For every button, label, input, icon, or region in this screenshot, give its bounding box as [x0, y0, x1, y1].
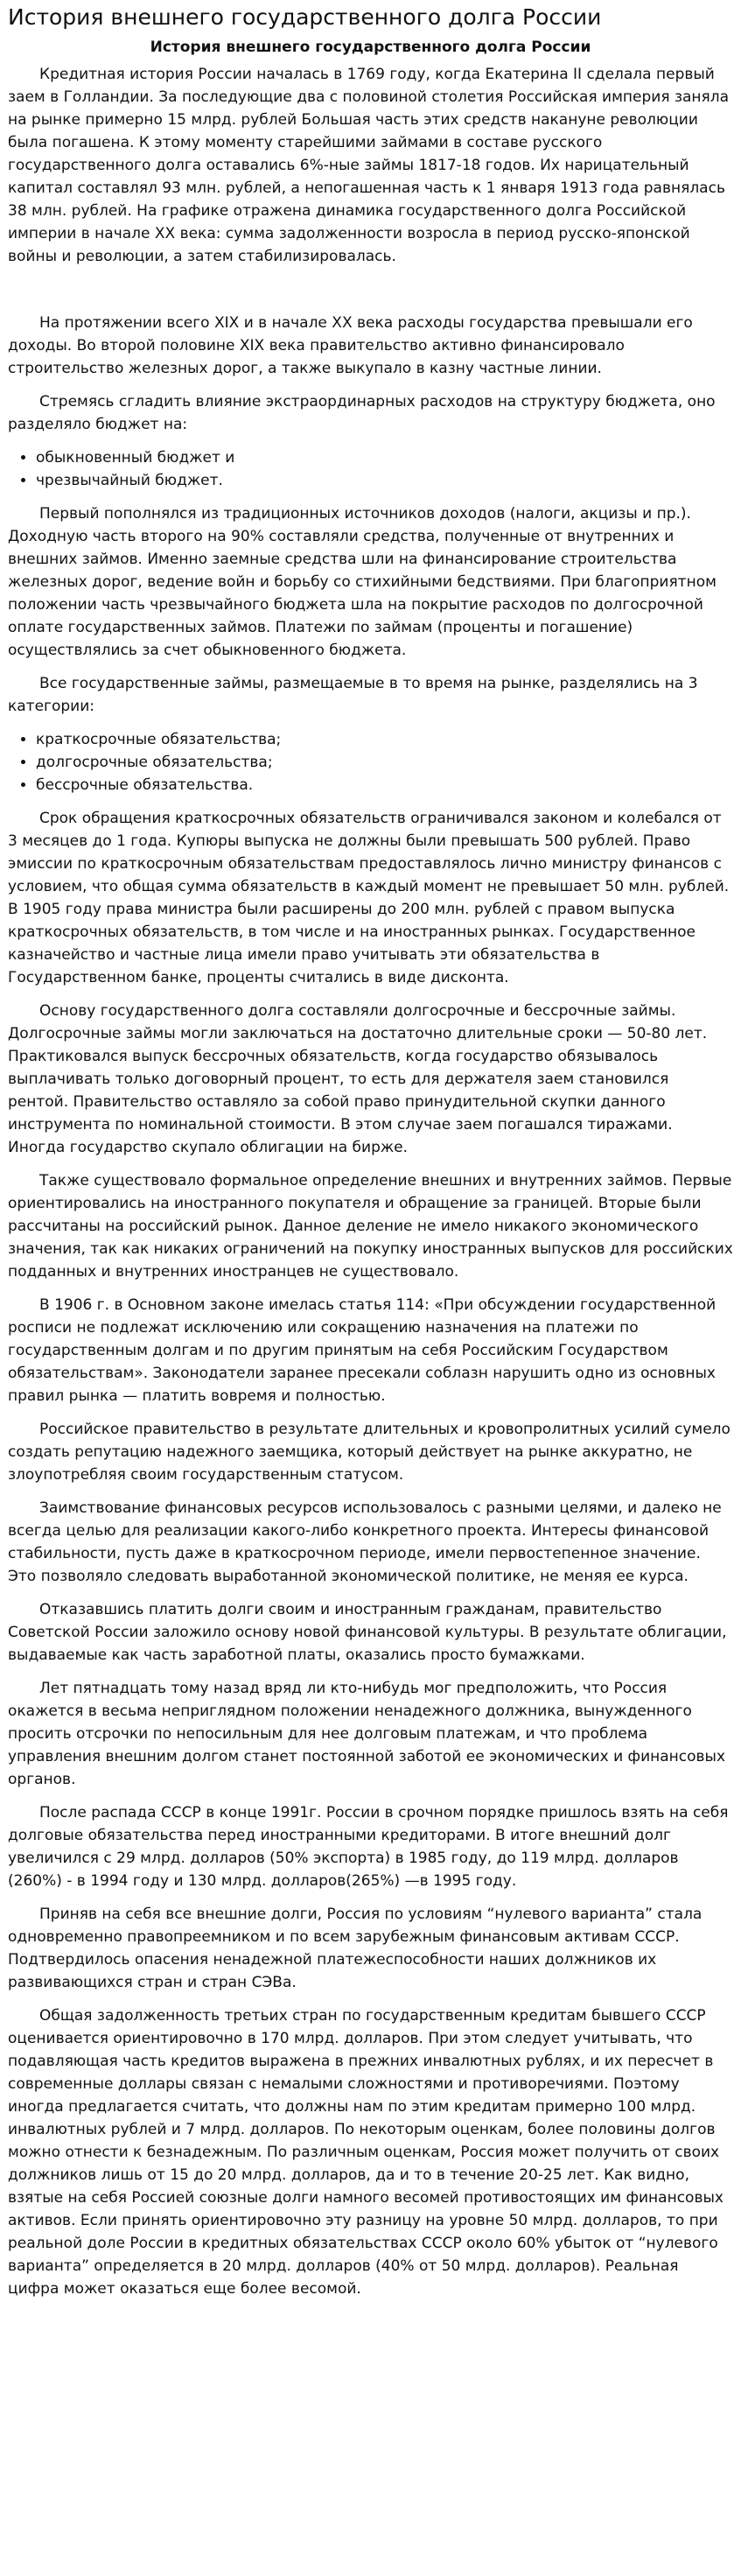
list-item: • обыкновенный бюджет и — [36, 446, 733, 469]
loans-list — [8, 728, 733, 797]
paragraph: На протяжении всего XIX и в начале XX века расходы государства превышали его доходы. Во второй половине XIX века правительство активно финансировало строительство железных дорог, а также выкупало в казну частные линии. — [8, 314, 693, 377]
paragraph: Все государственные займы, размещаемые в то время на рынке, разделялись на 3 категории: — [8, 675, 698, 715]
page-title: История внешнего государственного долга России — [8, 4, 602, 30]
list-item: • чрезвычайный бюджет. — [36, 469, 733, 492]
paragraph: Также существовало формальное определение внешних и внутренних займов. Первые ориентировались на иностранного покупателя и обращение за границей. Вторые были рассчитаны на российский рынок. Данное деление не имело никакого экономического значения, так как никаких ограничений на покупку иностранных выпусков для российских подданных и внутренних иностранцев не существовало. — [8, 1172, 733, 1281]
budget-list — [8, 446, 733, 492]
paragraph: Первый пополнялся из традиционных источников доходов (налоги, акцизы и пр.). Доходную часть второго на 90% составляли средства, полученные от внутренних и внешних займов. Именно заемные средства шли на финансирование строительства железных дорог, ведение войн и борьбу со стихийными бедствиями. При благоприятном положении часть чрезвычайного бюджета шла на покрытие расходов по долгосрочной оплате государственных займов. Платежи по займам (проценты и погашение) осуществлялись за счет обыкновенного бюджета. — [8, 505, 717, 659]
article-title: История внешнего государственного долга России — [150, 39, 591, 56]
list-item: • долгосрочные обязательства; — [36, 751, 733, 774]
list-item: • краткосрочные обязательства; — [36, 728, 733, 751]
list-item: • бессрочные обязательства. — [36, 774, 733, 797]
paragraph: Кредитная история России началась в 1769 году, когда Екатерина II сделала первый заем в Голландии. За последующие два с половиной столетия Российская империя заняла на рынке примерно 15 млрд. рублей Большая часть этих средств накануне революции была погашена. К этому моменту старейшими займами в составе русского государственного долга оставались 6%-ные займы 1817-18 годов. Их нарицательный капитал составлял 93 млн. рублей, а непогашенная часть к 1 января 1913 года равнялась 38 млн. рублей. На графике отражена динамика государственного долга Российской империи в начале XX века: сумма задолженности возросла в период русско-японской войны и революции, а затем стабилизировалась. — [8, 66, 730, 265]
paragraph: Основу государственного долга составляли долгосрочные и бессрочные займы. Долгосрочные займы могли заключаться на достаточно длительные сроки — 50-80 лет. Практиковался выпуск бессрочных обязательств, когда государство обязывалось выплачивать только договорный процент, то есть для держателя заем становился рентой. Правительство оставляло за собой право принудительной скупки данного инструмента по номинальной стоимости. В этом случае заем погашался тиражами. Иногда государство скупало облигации на бирже. — [8, 1002, 708, 1156]
paragraph: Отказавшись платить долги своим и иностранным гражданам, правительство Советской России заложило основу новой финансовой культуры. В результате облигации, выдаваемые как часть заработной платы, оказались просто бумажками. — [8, 1601, 727, 1664]
paragraph: После распада СССР в конце 1991г. России в срочном порядке пришлось взять на себя долговые обязательства перед иностранными кредиторами. В итоге внешний долг увеличился с 29 млрд. долларов (50% экспорта) в 1985 году, до 119 млрд. долларов (260%) - в 1994 году и 130 млрд. долларов(265%) —в 1995 году. — [8, 1804, 729, 1890]
paragraph: Срок обращения краткосрочных обязательств ограничивался законом и колебался от 3 месяцев до 1 года. Купюры выпуска не должны были превышать 500 рублей. Право эмиссии по краткосрочным обязательствам предоставлялось лично министру финансов с условием, что общая сумма обязательств в каждый момент не превышает 50 млн. рублей. В 1905 году права министра были расширены до 200 млн. рублей с правом выпуска краткосрочных обязательств, в том числе и на иностранных рынках. Государственное казначейство и частные лица имели право учитывать эти обязательства в Государственном банке, проценты считались в виде дисконта. — [8, 810, 730, 986]
article-body — [8, 63, 733, 2300]
paragraph: Приняв на себя все внешние долги, Россия по условиям “нулевого варианта” стала одновременно правопреемником и по всем зарубежным финансовым активам СССР. Подтвердилось опасения ненадежной платежеспособности наших должников их развивающихся стран и стран СЭВа. — [8, 1906, 703, 1991]
paragraph: Лет пятнадцать тому назад вряд ли кто-нибудь мог предположить, что Россия окажется в весьма неприглядном положении ненадежного должника, вынужденного просить отсрочки по непосильным для нее долговым платежам, и что проблема управления внешним долгом станет постоянной заботой ее экономических и финансовых органов. — [8, 1680, 726, 1788]
paragraph: Российское правительство в результате длительных и кровопролитных усилий сумело создать репутацию надежного заемщика, который действует на рынке аккуратно, не злоупотребляя своим государственным статусом. — [8, 1421, 731, 1484]
paragraph: Стремясь сгладить влияние экстраординарных расходов на структуру бюджета, оно разделяло бюджет на: — [8, 393, 716, 433]
paragraph: Заимствование финансовых ресурсов использовалось с разными целями, и далеко не всегда целью для реализации какого-либо конкретного проекта. Интересы финансовой стабильности, пусть даже в краткосрочном периоде, имели первостепенное значение. Это позволяло следовать выработанной экономической политике, не меняя ее курса. — [8, 1499, 722, 1585]
paragraph: Общая задолженность третьих стран по государственным кредитам бывшего СССР оценивается ориентировочно в 170 млрд. долларов. При этом следует учитывать, что подавляющая часть кредитов выражена в прежних инвалютных рублях, и их пересчет в современные доллары связан с немалыми сложностями и противоречиями. Поэтому иногда предлагается считать, что должны нам по этим кредитам примерно 100 млрд. инвалютных рублей и 7 млрд. долларов. По некоторым оценкам, более половины долгов можно отнести к безнадежным. По различным оценкам, Россия может получить от своих должников лишь от 15 до 20 млрд. долларов, да и то в течение 20-25 лет. Как видно, взятые на себя Россией союзные долги намного весомей противостоящих им финансовых активов. Если принять ориентировочно эту разницу на уровне 50 млрд. долларов, то при реальной доле России в кредитных обязательствах СССР около 60% убыток от “нулевого варианта” определяется в 20 млрд. долларов (40% от 50 млрд. долларов). Реальная цифра может оказаться еще более весомой. — [8, 2007, 724, 2298]
paragraph: В 1906 г. в Основном законе имелась статья 114: «При обсуждении государственной росписи не подлежат исключению или сокращению назначения на платежи по государственным долгам и по другим принятым на себя Российским Государством обязательствам». Законодатели заранее пресекали соблазн нарушить одно из основных правил рынка — платить вовремя и полностью. — [8, 1296, 717, 1405]
